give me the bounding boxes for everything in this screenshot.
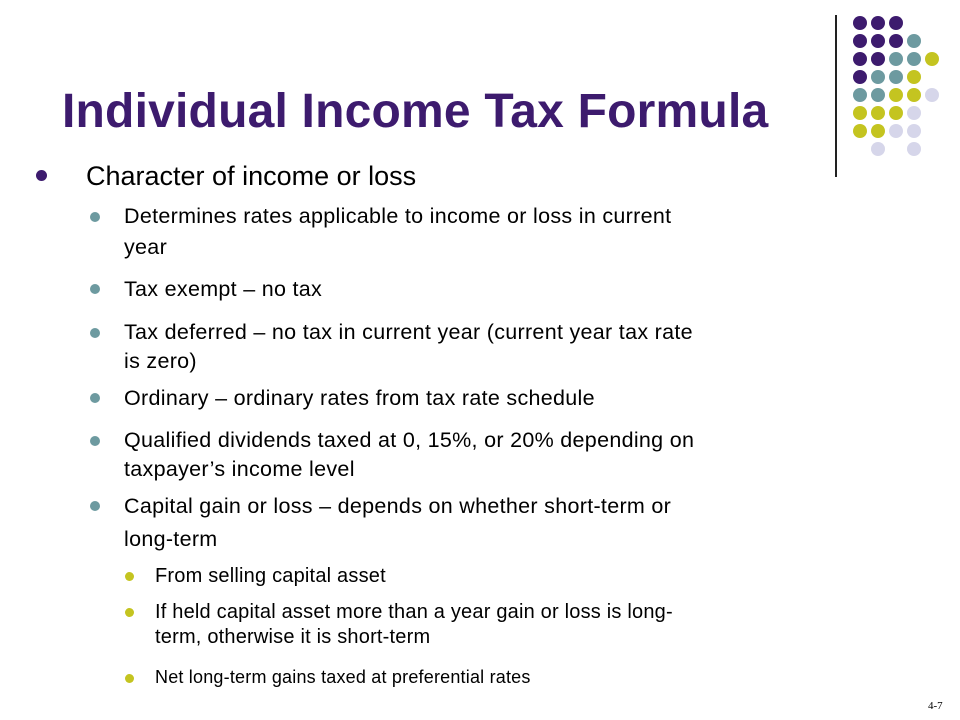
- decor-dot: [907, 34, 921, 48]
- decor-dot: [907, 70, 921, 84]
- decor-dot: [907, 88, 921, 102]
- bullet-icon: [125, 608, 134, 617]
- bullet-tax-deferred-line1: Tax deferred – no tax in current year (current year tax rate: [124, 320, 693, 344]
- bullet-tax-deferred-line2: is zero): [124, 349, 197, 373]
- bullet-ordinary: Ordinary – ordinary rates from tax rate schedule: [124, 386, 595, 410]
- bullet-icon: [125, 572, 134, 581]
- decor-dot: [853, 52, 867, 66]
- decor-dot: [871, 124, 885, 138]
- bullet-net-long-term: Net long-term gains taxed at preferential rates: [155, 667, 531, 687]
- decor-dot: [907, 106, 921, 120]
- decor-dot: [889, 52, 903, 66]
- bullet-capital-line2: long-term: [124, 527, 218, 551]
- decor-dot: [925, 52, 939, 66]
- bullet-icon: [90, 212, 100, 222]
- decor-dot: [853, 106, 867, 120]
- bullet-capital-line1: Capital gain or loss – depends on whether short-term or: [124, 494, 672, 518]
- bullet-icon: [36, 170, 47, 181]
- decor-dot: [871, 70, 885, 84]
- decor-dot: [871, 88, 885, 102]
- decor-dot: [853, 34, 867, 48]
- main-bullet-text: Character of income or loss: [86, 161, 417, 191]
- decor-dot: [889, 16, 903, 30]
- decor-dot: [871, 34, 885, 48]
- decor-dot: [907, 124, 921, 138]
- decor-dot: [853, 88, 867, 102]
- decor-dot: [871, 142, 885, 156]
- bullet-qualified-line1: Qualified dividends taxed at 0, 15%, or 20% depending on: [124, 428, 695, 452]
- decor-dot: [925, 88, 939, 102]
- bullet-if-held-line2: term, otherwise it is short-term: [155, 626, 431, 648]
- page-number: 4-7: [928, 700, 943, 712]
- decor-dot: [889, 34, 903, 48]
- bullet-icon: [90, 501, 100, 511]
- decor-dot: [907, 52, 921, 66]
- bullet-icon: [90, 393, 100, 403]
- slide-title: Individual Income Tax Formula: [62, 85, 769, 138]
- bullet-if-held-line1: If held capital asset more than a year gain or loss is long-: [155, 601, 673, 623]
- decor-dot: [853, 124, 867, 138]
- bullet-icon: [90, 284, 100, 294]
- decor-dot: [871, 106, 885, 120]
- decor-dot: [871, 52, 885, 66]
- bullet-icon: [90, 436, 100, 446]
- bullet-from-selling: From selling capital asset: [155, 565, 386, 587]
- bullet-icon: [125, 674, 134, 683]
- bullet-determines-line1: Determines rates applicable to income or loss in current: [124, 204, 672, 228]
- decor-dot: [853, 16, 867, 30]
- decor-dot: [907, 142, 921, 156]
- bullet-icon: [90, 328, 100, 338]
- decor-dot: [889, 124, 903, 138]
- decor-dot: [889, 88, 903, 102]
- decor-dot: [889, 106, 903, 120]
- decor-dot: [853, 70, 867, 84]
- bullet-tax-exempt: Tax exempt – no tax: [124, 277, 323, 301]
- decor-dot: [871, 16, 885, 30]
- decor-dot: [889, 70, 903, 84]
- bullet-determines-line2: year: [124, 235, 168, 259]
- bullet-qualified-line2: taxpayer’s income level: [124, 457, 355, 481]
